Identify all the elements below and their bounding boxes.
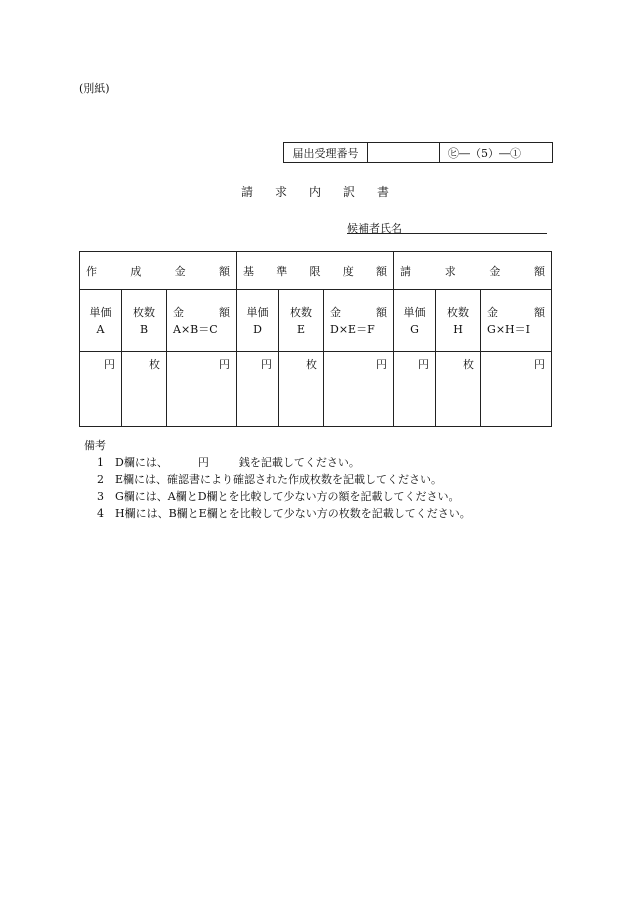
remark-text: G欄には、A欄とD欄とを比較して少ない方の額を記載してください。	[115, 490, 460, 503]
group-char: 額	[376, 264, 387, 278]
group-production-amount	[80, 252, 237, 290]
header-unit-price-d	[237, 290, 279, 352]
document-title: 請求内訳書	[240, 185, 411, 199]
group-char: 額	[534, 264, 545, 278]
header-line2: D×E＝F	[330, 322, 375, 336]
header-line2: B	[139, 322, 149, 336]
header-line2: D	[253, 322, 262, 336]
group-char: 金	[489, 264, 501, 278]
remark-item	[84, 454, 471, 471]
candidate-name-underline	[347, 233, 547, 234]
group-char: 額	[218, 264, 230, 278]
header-line1a: 金	[487, 305, 499, 319]
remarks-heading: 備考	[84, 439, 106, 452]
header-line1: 単価	[403, 305, 426, 319]
cell-e[interactable]: 枚	[279, 352, 324, 427]
header-count-b	[122, 290, 167, 352]
header-unit-price-g	[394, 290, 436, 352]
remark-text: 銭を記載してください。	[238, 456, 360, 469]
header-line1: 枚数	[133, 305, 155, 319]
receipt-label: 届出受理番号	[284, 143, 368, 163]
header-unit-price-a	[80, 290, 122, 352]
remark-text: 円	[197, 456, 209, 469]
cell-i[interactable]: 円	[481, 352, 552, 427]
remark-number: 1	[97, 456, 104, 469]
receipt-number-box	[283, 142, 553, 163]
group-char: 作	[86, 264, 97, 278]
cell-d[interactable]: 円	[237, 352, 279, 427]
remark-number: 4	[97, 507, 104, 520]
candidate-name-label: 候補者氏名	[347, 222, 402, 235]
remark-number: 2	[97, 473, 104, 486]
header-line1b: 額	[534, 305, 546, 319]
cell-h[interactable]: 枚	[436, 352, 481, 427]
remark-item	[84, 471, 471, 488]
header-line2: G	[410, 322, 419, 336]
annex-label: (別紙)	[79, 82, 110, 95]
group-char: 度	[342, 264, 354, 278]
remarks-section	[84, 437, 471, 522]
header-amount-f	[324, 290, 394, 352]
receipt-number-blank[interactable]	[368, 143, 440, 163]
header-amount-i	[481, 290, 552, 352]
header-line1: 枚数	[447, 305, 470, 319]
remark-item	[84, 505, 471, 522]
header-line2: E	[296, 322, 306, 336]
header-amount-c	[167, 290, 237, 352]
header-line1: 枚数	[290, 305, 312, 319]
breakdown-table	[79, 251, 552, 427]
group-standard-limit	[237, 252, 394, 290]
cell-c[interactable]: 円	[167, 352, 237, 427]
group-char: 限	[309, 264, 321, 278]
group-char: 請	[400, 264, 412, 278]
group-claim-amount	[394, 252, 552, 290]
candidate-name-field[interactable]	[347, 220, 547, 234]
receipt-number: ㋪―（5）―①	[440, 143, 553, 163]
header-line2: A	[96, 322, 105, 336]
header-line1a: 金	[330, 305, 341, 319]
header-line2: A×B＝C	[173, 322, 218, 336]
remark-text: E欄には、確認書により確認された作成枚数を記載してください。	[115, 473, 443, 486]
header-line1: 単価	[89, 305, 112, 319]
header-line1: 単価	[246, 305, 269, 319]
remark-text: H欄には、B欄とE欄とを比較して少ない方の枚数を記載してください。	[115, 507, 471, 520]
header-line2: G×H＝I	[487, 322, 530, 336]
remark-text: D欄には、	[115, 456, 168, 469]
group-char: 成	[130, 264, 142, 278]
remark-number: 3	[97, 490, 104, 503]
group-char: 基	[243, 264, 254, 278]
group-char: 求	[444, 264, 456, 278]
header-line1b: 額	[219, 305, 230, 319]
header-line1b: 額	[376, 305, 388, 319]
header-count-h	[436, 290, 481, 352]
header-line1a: 金	[173, 305, 184, 319]
cell-g[interactable]: 円	[394, 352, 436, 427]
header-count-e	[279, 290, 324, 352]
cell-f[interactable]: 円	[324, 352, 394, 427]
header-line2: H	[453, 322, 463, 336]
group-char: 準	[276, 264, 288, 278]
remark-item	[84, 488, 471, 505]
group-char: 金	[174, 264, 186, 278]
cell-b[interactable]: 枚	[122, 352, 167, 427]
cell-a[interactable]: 円	[80, 352, 122, 427]
